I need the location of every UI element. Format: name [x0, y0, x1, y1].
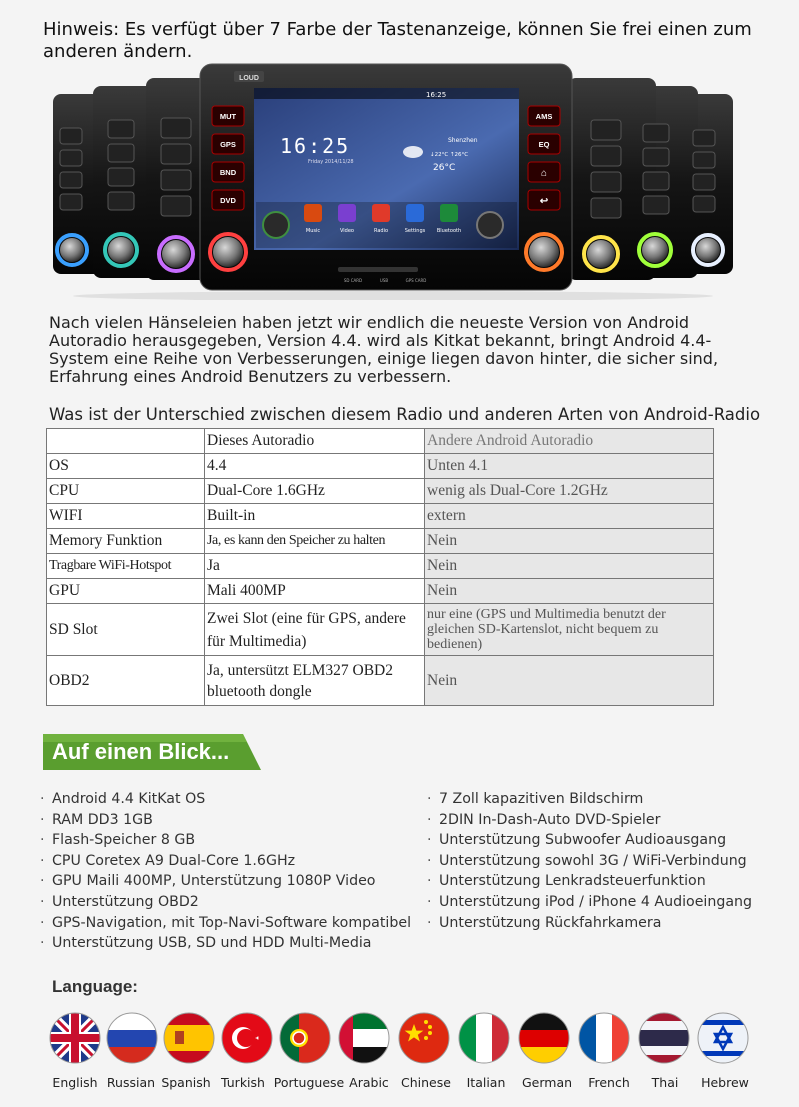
table-row: [47, 604, 714, 656]
table-cell: wenig als Dual-Core 1.2GHz: [425, 479, 714, 504]
intro-paragraph: Nach vielen Hänseleien haben jetzt wir endlich die neueste Version von Android Autoradio herausgegeben, Version 4.4. wird als Kitkat bekannt, bringt Android 4.4-System eine Reihe von Verbesserungen, einige liegen davon hinter, die sicher sind, Erfahrung eines Android Benutzers zu verbessern.: [49, 313, 719, 386]
table-cell: extern: [425, 504, 714, 529]
bluetooth-icon: [440, 204, 458, 222]
list-item: · 7 Zoll kapazitiven Bildschirm: [427, 791, 644, 807]
list-item: · Unterstützung Subwoofer Audioausgang: [427, 832, 727, 849]
table-cell: Memory Funktion: [47, 529, 205, 554]
list-item: · Unterstützung USB, SD und HDD Multi-Media: [40, 935, 372, 952]
feature-list-right: [427, 789, 752, 933]
language-label-german: German: [521, 1075, 573, 1090]
table-cell: OS: [47, 454, 205, 479]
table-row: [47, 656, 714, 706]
list-item: · RAM DD3 1GB: [40, 811, 153, 828]
table-cell: GPU: [47, 579, 205, 604]
israel-flag-icon: [697, 1012, 749, 1064]
table-row: [47, 504, 714, 529]
svg-text:MUT: MUT: [219, 112, 237, 121]
video-icon: [338, 204, 356, 222]
list-item: · Unterstützung OBD2: [40, 893, 199, 910]
table-header-row: [47, 429, 714, 454]
table-cell: Dual-Core 1.6GHz: [205, 479, 425, 504]
table-cell: Nein: [425, 529, 714, 554]
table-cell: Ja, untersützt ELM327 OBD2 bluetooth dongle: [205, 656, 425, 706]
table-header-cell: Dieses Autoradio: [205, 429, 425, 454]
language-label-french: French: [588, 1075, 630, 1090]
table-cell: Ja: [205, 554, 425, 579]
product-image: [48, 60, 738, 300]
list-item: · Android 4.4 KitKat OS: [40, 791, 206, 807]
russia-flag-icon: [106, 1012, 158, 1064]
loud-label: LOUD: [239, 75, 259, 82]
city: Shenzhen: [448, 137, 478, 144]
svg-text:Music: Music: [305, 228, 321, 234]
china-flag-icon: [398, 1012, 450, 1064]
feature-list-left: [40, 789, 411, 954]
table-cell: SD Slot: [47, 604, 205, 656]
radio-icon: [372, 204, 390, 222]
date: Friday 2014/11/28: [308, 159, 354, 165]
settings-icon: [406, 204, 424, 222]
language-label-arabic: Arabic: [349, 1075, 389, 1090]
svg-text:GPS CARD: GPS CARD: [405, 278, 427, 283]
svg-text:BND: BND: [219, 168, 237, 177]
svg-text:Video: Video: [339, 228, 355, 234]
table-cell: CPU: [47, 479, 205, 504]
language-label-italian: Italian: [466, 1075, 506, 1090]
table-row: [47, 479, 714, 504]
language-label-russian: Russian: [106, 1075, 156, 1090]
list-item: · Unterstützung sowohl 3G / WiFi-Verbindung: [427, 852, 747, 869]
list-item: · Unterstützung Rückfahrkamera: [427, 914, 662, 931]
france-flag-icon: [578, 1012, 630, 1064]
hint-text: Hinweis: Es verfügt über 7 Farbe der Tastenanzeige, können Sie frei einen zum anderen ändern.: [43, 19, 752, 62]
table-cell: OBD2: [47, 656, 205, 706]
spain-flag-icon: [163, 1012, 215, 1064]
table-cell: Built-in: [205, 504, 425, 529]
turkey-flag-icon: [221, 1012, 273, 1064]
thailand-flag-icon: [638, 1012, 690, 1064]
svg-text:Bluetooth: Bluetooth: [436, 228, 462, 234]
language-label-spanish: Spanish: [161, 1075, 211, 1090]
table-cell: Nein: [425, 656, 714, 706]
language-title: Language:: [52, 977, 138, 996]
table-row: [47, 579, 714, 604]
svg-text:↩: ↩: [539, 196, 549, 207]
uk-flag-icon: [49, 1012, 101, 1064]
banner-title: Auf einen Blick...: [52, 739, 230, 764]
table-cell: Mali 400MP: [205, 579, 425, 604]
table-cell: nur eine (GPS und Multimedia benutzt der gleichen SD-Kartenslot, nicht bequem zu bedienen): [425, 604, 714, 656]
table-row: [47, 529, 714, 554]
language-label-portuguese: Portuguese: [273, 1075, 345, 1090]
comparison-table: [46, 428, 714, 706]
list-item: · GPU Maili 400MP, Unterstützung 1080P Video: [40, 873, 376, 890]
clock: 16:25: [280, 134, 351, 158]
svg-text:SD CARD: SD CARD: [343, 278, 363, 283]
language-label-hebrew: Hebrew: [701, 1075, 749, 1090]
table-row: [47, 554, 714, 579]
italy-flag-icon: [458, 1012, 510, 1064]
language-label-turkish: Turkish: [221, 1075, 265, 1090]
svg-text:GPS: GPS: [220, 140, 236, 149]
status-time: 16:25: [426, 91, 447, 99]
svg-text:Settings: Settings: [404, 228, 426, 234]
germany-flag-icon: [518, 1012, 570, 1064]
svg-text:DVD: DVD: [220, 196, 236, 205]
svg-text:EQ: EQ: [538, 140, 550, 149]
svg-text:Radio: Radio: [373, 228, 389, 234]
table-cell: WIFI: [47, 504, 205, 529]
table-cell: Tragbare WiFi-Hotspot: [47, 554, 205, 579]
table-header-cell: Andere Android Autoradio: [425, 429, 714, 454]
list-item: · CPU Coretex A9 Dual-Core 1.6GHz: [40, 852, 296, 869]
list-item: · Unterstützung Lenkradsteuerfunktion: [427, 873, 706, 890]
table-cell: Ja, es kann den Speicher zu halten: [205, 529, 425, 554]
language-label-thai: Thai: [651, 1075, 679, 1090]
list-item: · 2DIN In-Dash-Auto DVD-Spieler: [427, 811, 661, 828]
table-cell: 4.4: [205, 454, 425, 479]
portugal-flag-icon: [279, 1012, 331, 1064]
table-row: [47, 454, 714, 479]
svg-text:AMS: AMS: [535, 112, 553, 121]
music-icon: [304, 204, 322, 222]
table-cell: Zwei Slot (eine für GPS, andere für Multimedia): [205, 604, 425, 656]
table-cell: Unten 4.1: [425, 454, 714, 479]
temp-now: 26°C: [433, 163, 456, 173]
language-label-chinese: Chinese: [401, 1075, 451, 1090]
svg-text:⌂: ⌂: [540, 168, 548, 179]
table-cell: Nein: [425, 579, 714, 604]
uae-flag-icon: [338, 1012, 390, 1064]
table-caption: Was ist der Unterschied zwischen diesem Radio und anderen Arten von Android-Radio: [49, 405, 761, 424]
language-label-english: English: [52, 1075, 98, 1090]
table-cell: Nein: [425, 554, 714, 579]
temp-range: ↓22°C ↑26°C: [430, 152, 469, 158]
svg-text:USB: USB: [379, 278, 389, 283]
list-item: · Unterstützung iPod / iPhone 4 Audioeingang: [427, 893, 753, 910]
list-item: · Flash-Speicher 8 GB: [40, 832, 196, 849]
table-header-cell: [47, 429, 205, 454]
list-item: · GPS-Navigation, mit Top-Navi-Software kompatibel: [40, 914, 412, 931]
